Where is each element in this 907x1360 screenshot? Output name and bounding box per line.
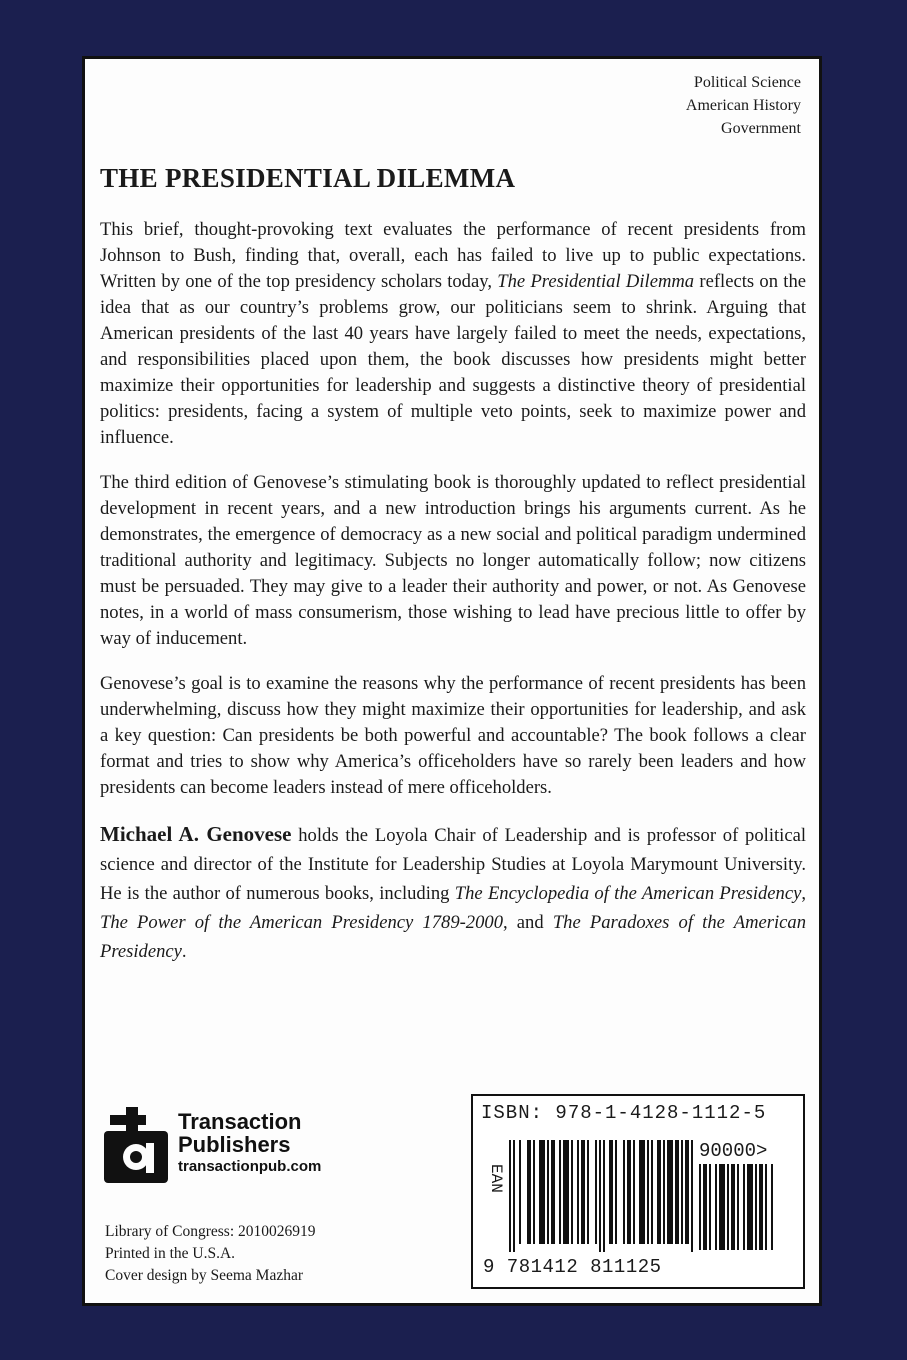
publisher-url: transactionpub.com — [178, 1158, 322, 1175]
paragraph-2: The third edition of Genovese’s stimulating book is thoroughly updated to reflect presidential development in recent years, and a new introduction brings his arguments current. As he demonstrates, the emergence of democracy as a new social and political paradigm undermined traditional authority and legitimacy. Subjects no longer automatically follow; now citizens must be persuaded. They may give to a leader their authority and power, or not. As Genovese notes, in a world of mass consumerism, those wishing to lead have precious little to offer by way of inducement. — [100, 472, 806, 649]
barcode-box — [471, 1094, 805, 1289]
subject-political-science: Political Science — [693, 74, 801, 91]
book-title-1: The Encyclopedia of the American Presidency — [454, 883, 802, 904]
transaction-logo-icon — [100, 1107, 170, 1185]
addon-barcode-icon — [699, 1164, 795, 1252]
author-bio: Michael A. Genovese holds the Loyola Chair of Leadership and is professor of political science and director of the Institute for Leadership Studies at Loyola Marymount University. He is the author of numerous books, including The Encyclopedia of the American Presidency, The Power of the American Presidency 1789-2000, and The Paradoxes of the American Presidency. — [100, 822, 807, 962]
book-title: THE PRESIDENTIAL DILEMMA — [100, 163, 516, 193]
book-title-3: The Paradoxes of the American Presidency — [100, 912, 807, 962]
book-title-2: The Power of the American Presidency 1789-2000 — [100, 912, 503, 933]
author-name: Michael A. Genovese — [100, 822, 292, 846]
price-code: 90000> — [699, 1140, 768, 1162]
book-title-italic: The Presidential Dilemma — [497, 271, 695, 292]
cover-design: Cover design by Seema Mazhar — [105, 1267, 303, 1284]
subject-categories — [686, 71, 801, 140]
isbn: ISBN: 978-1-4128-1112-5 — [481, 1102, 767, 1124]
subject-government: Government — [721, 120, 801, 137]
back-cover-panel — [82, 56, 822, 1306]
description — [100, 217, 806, 985]
credits — [105, 1221, 316, 1287]
ean-digits: 9 781412 811125 — [483, 1256, 662, 1278]
publisher-name: Transaction Publishers transactionpub.com — [178, 1110, 321, 1178]
library-of-congress: Library of Congress: 2010026919 — [105, 1223, 316, 1240]
paragraph-3: Genovese’s goal is to examine the reasons why the performance of recent presidents has been underwhelming, discuss how they might maximize their opportunities for leadership, and ask a key question: Can presidents be both powerful and accountable? The book follows a clear format and tries to show why America’s officeholders have so rarely been leaders and how presidents can become leaders instead of mere officeholders. — [100, 673, 806, 798]
ean-barcode-icon — [509, 1140, 695, 1252]
paragraph-1: This brief, thought-provoking text evaluates the performance of recent presidents from Johnson to Bush, finding that, overall, each has failed to live up to public expectations. Written by one of the top presidency scholars today, The Presidential Dilemma reflects on the idea that as our country’s problems grow, our politicians seem to shrink. Arguing that American presidents of the last 40 years have largely failed to meet the needs, expectations, and responsibilities placed upon them, the book discusses how presidents might better maximize their opportunities for leadership and suggests a distinctive theory of presidential politics: presidents, facing a system of multiple veto points, seek to maximize power and influence. — [100, 219, 806, 448]
ean-label: EAN — [487, 1164, 505, 1193]
printed-in: Printed in the U.S.A. — [105, 1245, 236, 1262]
subject-american-history: American History — [685, 97, 801, 114]
